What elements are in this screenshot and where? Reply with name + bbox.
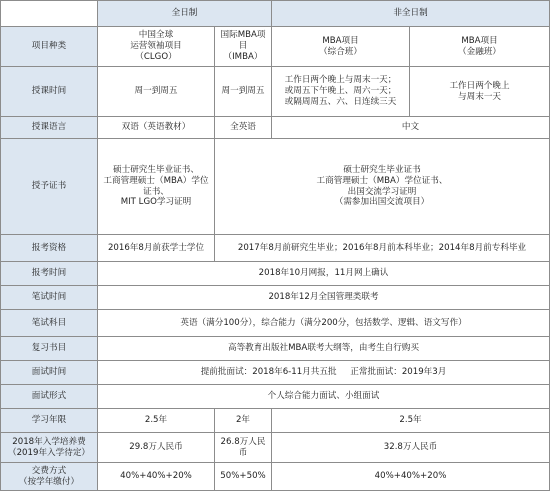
schedule-mba-general [272, 67, 410, 117]
duration-imba: 2年 [215, 409, 272, 433]
written-time-value: 2018年12月全国管理类联考 [98, 286, 550, 310]
interview-time-row [1, 361, 550, 385]
language-clgo: 双语（英语教材） [98, 117, 215, 139]
program-mba-finance-line: MBA项目 [461, 35, 498, 46]
schedule-row [1, 67, 550, 117]
review-books-value: 高等教育出版社MBA联考大纲等，由考生自行购买 [98, 337, 550, 361]
program-label: 项目种类 [1, 27, 98, 67]
program-mba-finance-line: （金融班） [458, 46, 502, 57]
interview-format-row [1, 385, 550, 409]
duration-parttime: 2.5年 [272, 409, 550, 433]
payment-label-line: （按学年缴付） [18, 476, 80, 487]
certificate-row [1, 139, 550, 235]
payment-row [1, 463, 550, 491]
certificate-parttime-line: 工商管理硕士（MBA）学位证书、 [316, 175, 448, 186]
language-parttime: 中文 [272, 117, 550, 139]
program-mba-finance [410, 27, 550, 67]
program-imba-line: 国际MBA项目 [220, 30, 266, 52]
fulltime-header: 全日制 [98, 1, 272, 27]
program-clgo-line: 运营领袖项目 [130, 41, 182, 52]
payment-clgo: 40%+40%+20% [98, 463, 215, 491]
language-label: 授课语言 [1, 117, 98, 139]
tuition-parttime: 32.8万人民币 [272, 433, 550, 463]
schedule-mba-general-line: 或周五下午晚上、周六一天； [284, 86, 397, 97]
schedule-mba-general-line: 工作日两个晚上与周末一天； [284, 75, 397, 86]
parttime-header: 非全日制 [272, 1, 550, 27]
written-time-label: 笔试时间 [1, 286, 98, 310]
written-subjects-row [1, 310, 550, 337]
program-imba [215, 27, 272, 67]
schedule-mba-finance-line: 与周末一天 [458, 91, 502, 102]
program-imba-line: （IMBA） [223, 51, 263, 62]
certificate-fulltime-line: MIT LGO学习证明 [120, 197, 192, 208]
review-books-label: 复习书目 [1, 337, 98, 361]
header-row [1, 1, 550, 27]
program-clgo-line: （CLGO） [135, 51, 177, 62]
certificate-fulltime-line: 硕士研究生毕业证书、 [113, 165, 199, 176]
schedule-label: 授课时间 [1, 67, 98, 117]
program-row [1, 27, 550, 67]
certificate-parttime-line: 硕士研究生毕业证书 [343, 165, 421, 176]
language-row [1, 117, 550, 139]
program-mba-general-line: （综合班） [319, 46, 362, 57]
duration-clgo: 2.5年 [98, 409, 215, 433]
program-clgo [98, 27, 215, 67]
corner-cell [1, 1, 98, 27]
interview-time-value: 提前批面试：2018年6-11月共五批 正常批面试：2019年3月 [98, 361, 550, 385]
schedule-imba: 周一到周五 [215, 67, 272, 117]
program-mba-general-line: MBA项目 [322, 35, 359, 46]
language-imba: 全英语 [215, 117, 272, 139]
schedule-mba-finance [410, 67, 550, 117]
eligibility-label: 报考资格 [1, 235, 98, 262]
duration-row [1, 409, 550, 433]
certificate-label: 授予证书 [1, 139, 98, 235]
written-subjects-value: 英语（满分100分），综合能力（满分200分，包括数学、逻辑、语文写作） [98, 310, 550, 337]
eligibility-others: 2017年8月前研究生毕业；2016年8月前本科毕业；2014年8月前专科毕业 [215, 235, 550, 262]
payment-label-line: 交费方式 [31, 465, 67, 476]
program-clgo-line: 中国全球 [138, 30, 174, 41]
written-subjects-label: 笔试科目 [1, 310, 98, 337]
interview-format-value: 个人综合能力面试、小组面试 [98, 385, 550, 409]
tuition-label-line: （2019年入学待定） [7, 447, 91, 458]
payment-imba: 50%+50% [215, 463, 272, 491]
tuition-label-line: 2018年入学培养费 [12, 436, 86, 447]
certificate-fulltime-line: 证书、 [143, 186, 169, 197]
schedule-mba-general-line: 或隔周周五、六、日连续三天 [284, 96, 397, 107]
interview-time-label: 面试时间 [1, 361, 98, 385]
certificate-parttime-line: 出国交流学习证明 [347, 186, 417, 197]
certificate-parttime-line: （需参加出国交流项目） [334, 197, 430, 208]
tuition-clgo: 29.8万人民币 [98, 433, 215, 463]
eligibility-row [1, 235, 550, 262]
certificate-fulltime-line: 工商管理硕士（MBA）学位 [103, 175, 209, 186]
tuition-row [1, 433, 550, 463]
interview-format-label: 面试形式 [1, 385, 98, 409]
registration-row [1, 262, 550, 286]
schedule-mba-finance-line: 工作日两个晚上 [449, 80, 510, 91]
program-mba-general [272, 27, 410, 67]
payment-label [1, 463, 98, 491]
schedule-clgo: 周一到周五 [98, 67, 215, 117]
tuition-imba: 26.8万人民币 [215, 433, 272, 463]
registration-value: 2018年10月网报，11月网上确认 [98, 262, 550, 286]
eligibility-clgo: 2016年8月前获学士学位 [98, 235, 215, 262]
certificate-fulltime [98, 139, 215, 235]
written-time-row [1, 286, 550, 310]
certificate-parttime [215, 139, 550, 235]
duration-label: 学习年限 [1, 409, 98, 433]
tuition-label [1, 433, 98, 463]
review-books-row [1, 337, 550, 361]
registration-label: 报考时间 [1, 262, 98, 286]
payment-parttime: 40%+40%+20% [272, 463, 550, 491]
